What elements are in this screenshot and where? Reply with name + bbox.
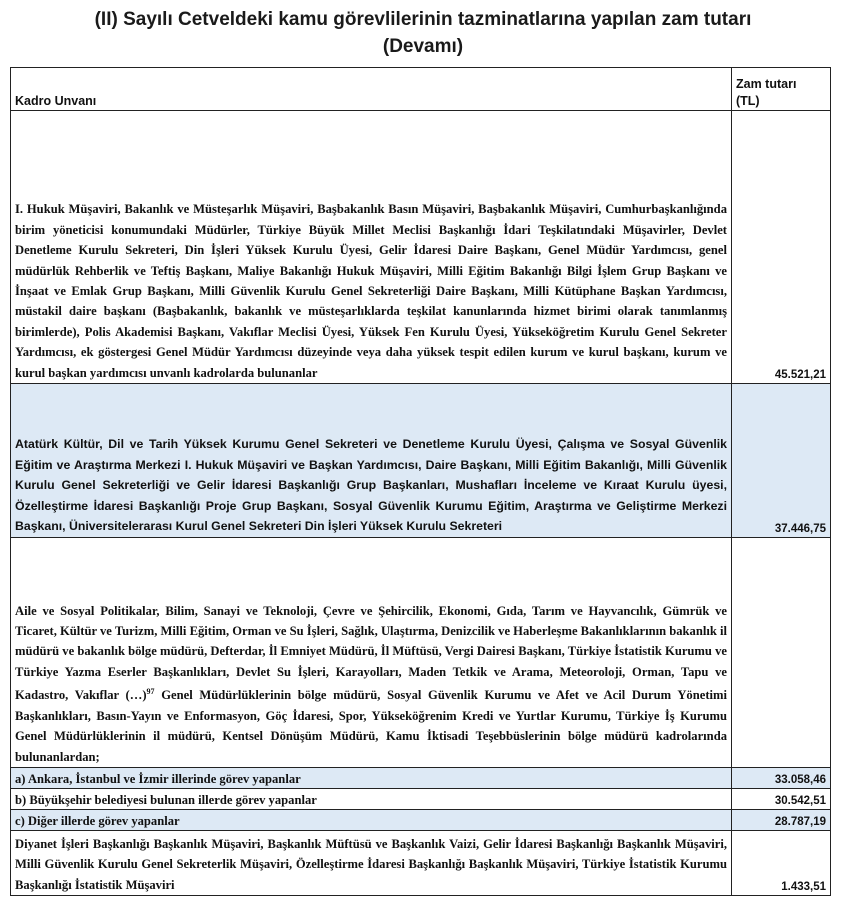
row-2-title: Atatürk Kültür, Dil ve Tarih Yüksek Kurumu Genel Sekreteri ve Denetleme Kurulu Üyesi, Çalışma ve Sosyal Güvenlik Eğitim ve Araştırma Merkezi I. Hukuk Müşaviri ve Başkan Yardımcısı, Daire Başkanı, Milli Eğitim Bakanlığı, Milli Güvenlik Kurulu Genel Sekreterliği ve Gelir İdaresi Başkanlığı Grup Başkanları, Mushafları İnceleme ve Kıraat Kurulu üyesi, Özelleştirme İdaresi Başkanlığı Proje Grup Başkanı, Sosyal Güvenlik Kurumu Eğitim, Araştırma ve Geliştirme Merkezi Başkanı, Üniversitelerarası Kurul Genel Sekreteri Din İşleri Yüksek Kurulu Sekreteri bbox=[11, 384, 732, 538]
footnote-marker: 97 bbox=[146, 687, 155, 697]
row-a-amount: 33.058,46 bbox=[732, 768, 831, 789]
table-row bbox=[11, 538, 831, 768]
title-line-2: (Devamı) bbox=[382, 36, 464, 57]
header-kadro-unvani: Kadro Unvanı bbox=[11, 68, 732, 111]
table-header-row bbox=[11, 68, 831, 111]
title-line-1: (II) Sayılı Cetveldeki kamu görevlilerinin tazminatlarına yapılan zam tutarı bbox=[94, 9, 752, 30]
row-2-amount: 37.446,75 bbox=[732, 384, 831, 538]
row-4-title: Diyanet İşleri Başkanlığı Başkanlık Müşaviri, Başkanlık Müftüsü ve Başkanlık Vaizi, Gelir İdaresi Başkanlığı Başkanlık Müşaviri, Milli Güvenlik Kurulu Genel Sekreterlik Müşaviri, Özelleştirme İdaresi Başkanlığı Başkanlık Müşaviri, Türkiye İstatistik Kurumu Başkanlığı İstatistik Müşaviri bbox=[11, 831, 732, 896]
row-b-title: b) Büyükşehir belediyesi bulunan illerde görev yapanlar bbox=[11, 789, 732, 810]
row-4-amount: 1.433,51 bbox=[732, 831, 831, 896]
table-row bbox=[11, 810, 831, 831]
table-row bbox=[11, 384, 831, 538]
header-zam-line-1: Zam tutarı bbox=[736, 77, 797, 91]
row-c-amount: 28.787,19 bbox=[732, 810, 831, 831]
row-a-title: a) Ankara, İstanbul ve İzmir illerinde görev yapanlar bbox=[11, 768, 732, 789]
row-3-text-before: Aile ve Sosyal Politikalar, Bilim, Sanayi ve Teknoloji, Çevre ve Şehircilik, Ekonomi, Gıda, Tarım ve Hayvancılık, Gümrük ve Ticaret, Kültür ve Turizm, Milli Eğitim, Orman ve Su İşleri, Sağlık, Ulaştırma, Denizcilik ve Haberleşme Bakanlıklarının bakanlık il müdürü ve bakanlık bölge müdürü, Defterdar, İl Emniyet Müdürü, İl Müftüsü, Vergi Dairesi Başkanı, Türkiye İstatistik Kurumu ve Türkiye Yazma Eserler Başkanlıkları, Devlet Su İşleri, Karayolları, Maden Tetkik ve Arama, Meteoroloji, Orman, Tapu ve Kadastro, Vakıflar (…) bbox=[15, 603, 727, 703]
row-c-title: c) Diğer illerde görev yapanlar bbox=[11, 810, 732, 831]
row-1-amount: 45.521,21 bbox=[732, 111, 831, 384]
table-row bbox=[11, 831, 831, 896]
header-zam-line-2: (TL) bbox=[736, 94, 760, 108]
row-b-amount: 30.542,51 bbox=[732, 789, 831, 810]
table-row bbox=[11, 111, 831, 384]
row-3-amount bbox=[732, 538, 831, 768]
table-row bbox=[11, 789, 831, 810]
row-3-text-after: Genel Müdürlüklerinin bölge müdürü, Sosyal Güvenlik Kurumu ve Afet ve Acil Durum Yönetimi Başkanlıkları, Basın-Yayın ve Enformasyon, Göç İdaresi, Spor, Yükseköğrenim Kredi ve Yurtlar Kurumu, Türkiye İş Kurumu Genel Müdürlüklerinin il müdürü, Kentsel Dönüşüm Müdürü, Kamu İktisadi Teşebbüslerinin bölge müdürü kadrolarında bulunanlardan; bbox=[15, 688, 728, 764]
table-row bbox=[11, 768, 831, 789]
header-zam-tutari bbox=[732, 68, 831, 111]
compensation-table bbox=[10, 67, 831, 896]
page-title bbox=[0, 6, 846, 60]
row-1-title: I. Hukuk Müşaviri, Bakanlık ve Müsteşarlık Müşaviri, Başbakanlık Basın Müşaviri, Başbakanlık Müşaviri, Cumhurbaşkanlığında birim yöneticisi konumundaki Müdürler, Türkiye Büyük Millet Meclisi Başkanlığı İdari Teşkilatındaki Müşavirler, Devlet Denetleme Kurulu Sekreteri, Din İşleri Yüksek Kurulu Üyesi, Gelir İdaresi Daire Başkanı, Genel Müdür Yardımcısı, genel müdürlük Rehberlik ve Teftiş Başkanı, Maliye Bakanlığı Hukuk Müşaviri, Milli Eğitim Bakanlığı Bilgi İşlem Grup Başkanı ve İnşaat ve Emlak Grup Başkanı, Milli Güvenlik Kurulu Genel Sekreterliği Daire Başkanı, Milli Kütüphane Başkan Yardımcısı, müstakil daire başkanı (Başbakanlık, bakanlık ve müsteşarlıklarda teşkilat kanunlarında hizmet birimi olarak tanımlanmış birimlerde), Polis Akademisi Başkanı, Vakıflar Meclisi Üyesi, Yüksek Fen Kurulu Üyesi, Yükseköğretim Kurulu Genel Sekreter Yardımcısı, ek göstergesi Genel Müdür Yardımcısı düzeyinde veya daha yüksek tespit edilen kurum ve kurul başkanı, kurum ve kurul başkan yardımcısı unvanlı kadrolarda bulunanlar bbox=[11, 111, 732, 384]
row-3-title bbox=[11, 538, 732, 768]
